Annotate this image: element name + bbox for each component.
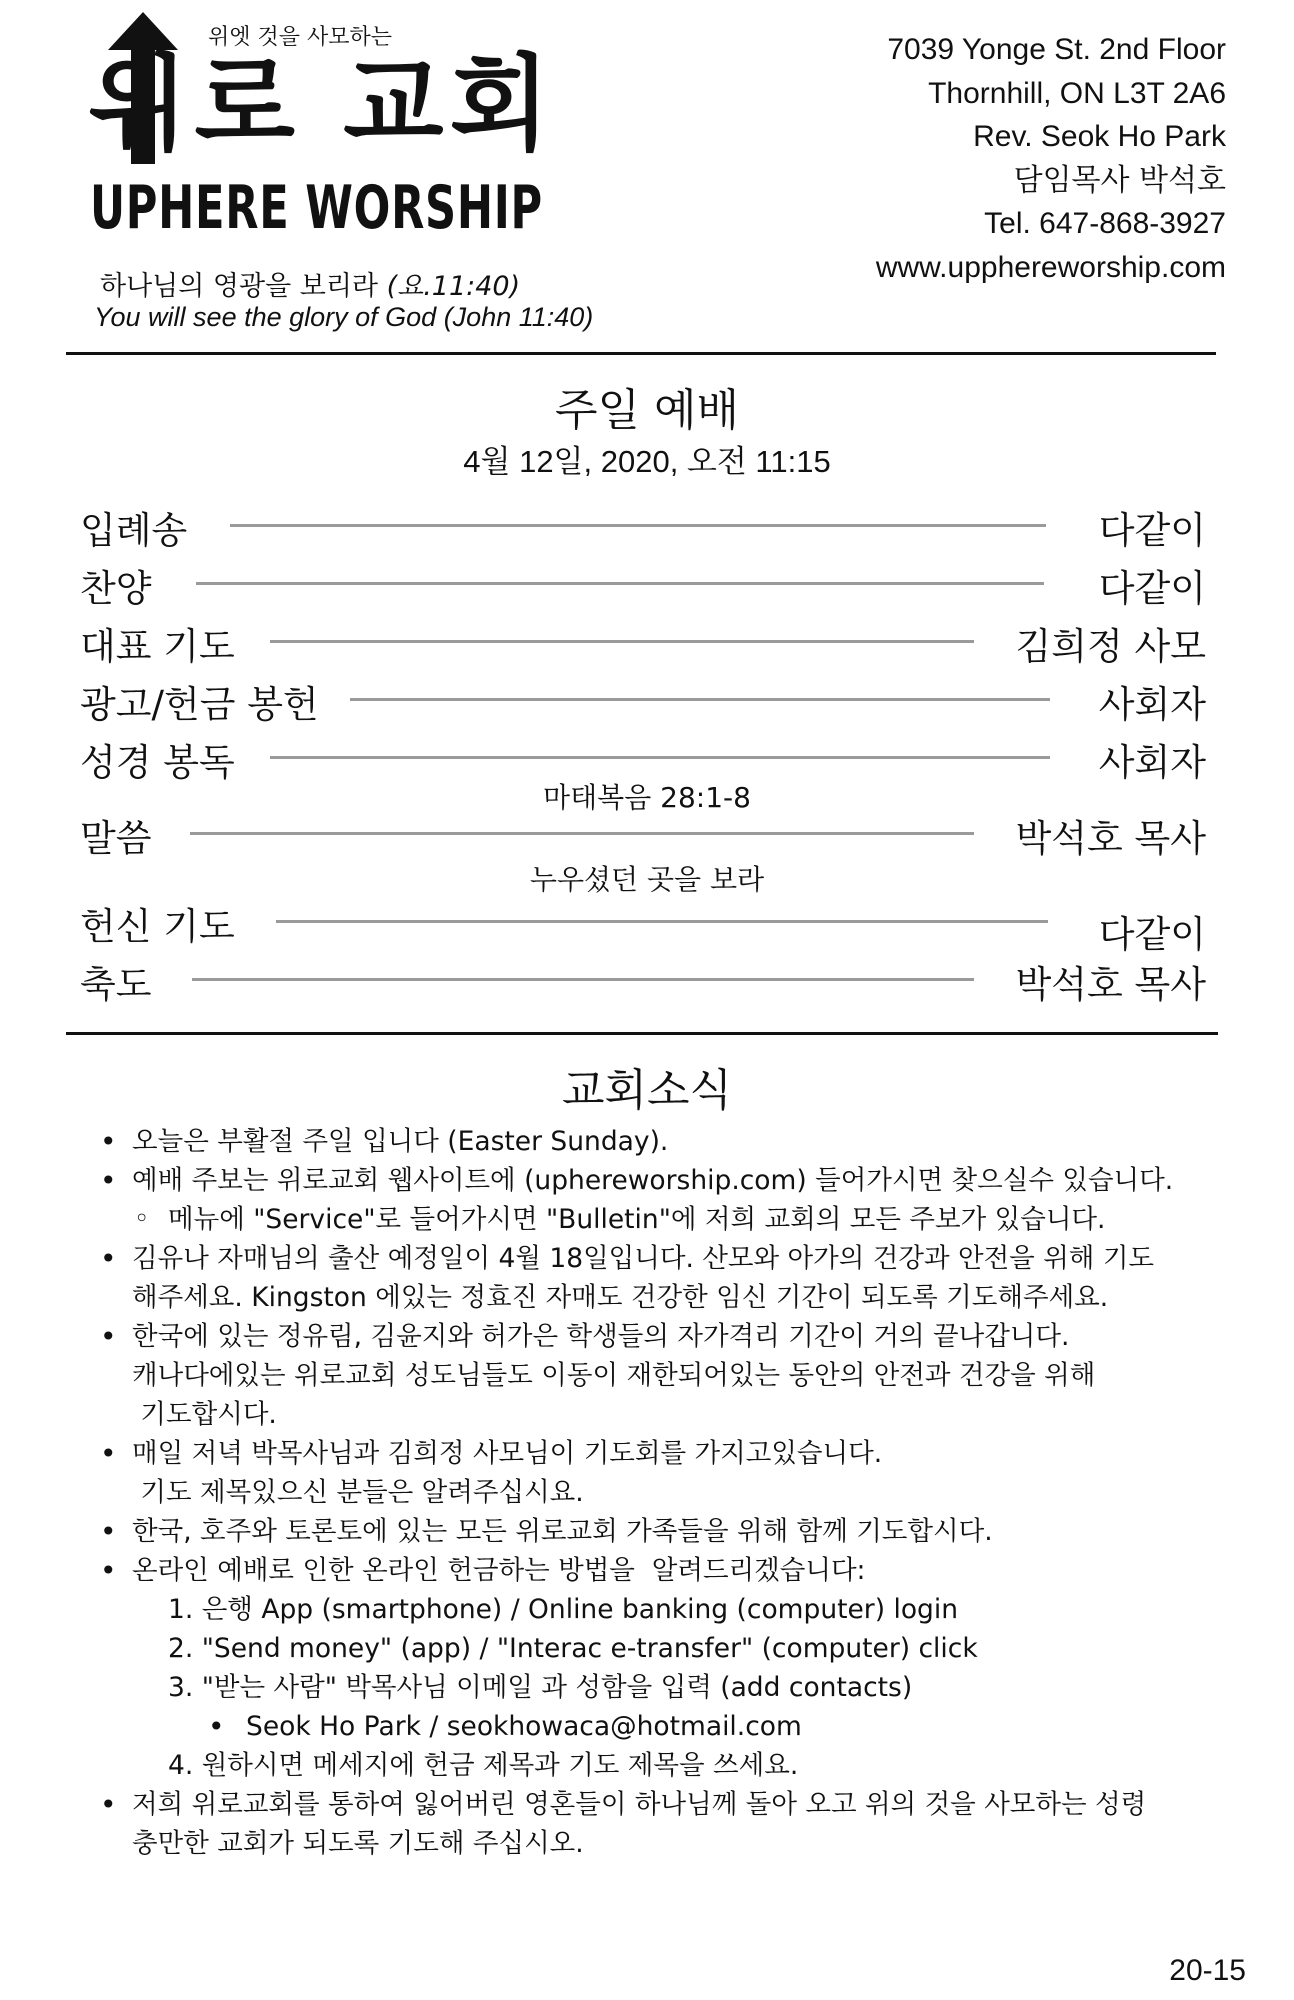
giving-step: 4. 원하시면 메세지에 헌금 제목과 기도 제목을 쓰세요. xyxy=(168,1750,799,1781)
dotted-leader xyxy=(270,756,1050,759)
order-item: 헌신 기도 xyxy=(80,905,235,948)
address-line-1: 7039 Yonge St. 2nd Floor xyxy=(887,33,1226,66)
order-item: 찬양 xyxy=(80,567,152,610)
order-item: 말씀 xyxy=(80,817,152,860)
website-link[interactable]: www.upphereworship.com xyxy=(875,250,1226,284)
order-person: 사회자 xyxy=(1098,741,1206,784)
order-row xyxy=(80,616,1206,668)
logo-english-name: UPHERE WORSHIP xyxy=(90,173,543,243)
order-person: 다같이 xyxy=(1098,567,1206,610)
news-sub-item: ◦ 메뉴에 "Service"로 들어가시면 "Bulletin"에 저희 교회의 모든 주보가 있습니다. xyxy=(96,1200,1236,1239)
news-item: • 온라인 예배로 인한 온라인 헌금하는 방법을 알려드리겠습니다: xyxy=(96,1551,1236,1590)
news-item: • 한국에 있는 정유림, 김윤지와 허가은 학생들의 자가격리 기간이 거의 끝나갑니다. 캐나다에있는 위로교회 성도님들도 이동이 재한되어있는 동안의 안전과 건강을 위해 기도합시다. xyxy=(96,1317,1236,1434)
news-item: • 예배 주보는 위로교회 웹사이트에 (uphereworship.com) 들어가시면 찾으실수 있습니다. xyxy=(96,1161,1236,1200)
order-row xyxy=(80,732,1206,784)
verse-english: You will see the glory of God (John 11:40) xyxy=(94,302,594,332)
order-item: 광고/헌금 봉헌 xyxy=(80,683,319,726)
header-divider xyxy=(66,352,1216,355)
dotted-leader xyxy=(196,582,1044,585)
dotted-leader xyxy=(276,920,1048,923)
dotted-leader xyxy=(350,698,1050,701)
order-item: 대표 기도 xyxy=(80,625,235,668)
verse-korean-text: 하나님의 영광을 보리라 xyxy=(100,271,378,302)
church-tagline: 위엣 것을 사모하는 xyxy=(208,25,393,50)
order-row xyxy=(80,954,1206,1006)
news-item: • 매일 저녁 박목사님과 김희정 사모님이 기도회를 가지고있습니다. 기도 제목있으신 분들은 알려주십시요. xyxy=(96,1434,1236,1512)
telephone: Tel. 647-868-3927 xyxy=(984,207,1226,240)
order-item: 성경 봉독 xyxy=(80,741,235,784)
order-person: 김희정 사모 xyxy=(1015,625,1206,668)
order-person: 박석호 목사 xyxy=(1015,963,1206,1006)
news-item: • 저희 위로교회를 통하여 잃어버린 영혼들이 하나님께 돌아 오고 위의 것을 사모하는 성령 충만한 교회가 되도록 기도해 주십시오. xyxy=(96,1785,1236,1863)
dotted-leader xyxy=(192,978,974,981)
dotted-leader xyxy=(230,524,1046,527)
order-row xyxy=(80,896,1206,956)
dotted-leader xyxy=(190,832,974,835)
order-person: 박석호 목사 xyxy=(1015,817,1206,860)
logo-korean-name: 위로 교회 xyxy=(88,43,557,165)
scripture-reference: 마태복음 28:1-8 xyxy=(543,781,751,814)
pastor-english: Rev. Seok Ho Park xyxy=(973,120,1226,153)
order-row xyxy=(80,558,1206,610)
dotted-leader xyxy=(270,640,974,643)
order-person: 사회자 xyxy=(1098,683,1206,726)
order-item: 입례송 xyxy=(80,509,188,552)
order-row xyxy=(80,808,1206,860)
order-item: 축도 xyxy=(80,963,152,1006)
verse-korean-reference: (요.11:40) xyxy=(386,271,521,302)
sermon-title: 누우셨던 곳을 보라 xyxy=(529,863,765,896)
news-item: • 한국, 호주와 토론토에 있는 모든 위로교회 가족들을 위해 함께 기도합시다. xyxy=(96,1512,1236,1551)
pastor-korean: 담임목사 박석호 xyxy=(1013,162,1226,198)
news-item: • 김유나 자매님의 출산 예정일이 4월 18일입니다. 산모와 아가의 건강과 안전을 위해 기도 해주세요. Kingston 에있는 정효진 자매도 건강한 임신 기간이 되도록 기도해주세요. xyxy=(96,1239,1236,1317)
order-person: 다같이 xyxy=(1098,509,1206,552)
address-line-2: Thornhill, ON L3T 2A6 xyxy=(928,76,1226,110)
contact-block xyxy=(876,28,1226,289)
service-date: 4월 12일, 2020, 오전 11:15 xyxy=(463,444,831,479)
page-number: 20-15 xyxy=(1169,1954,1246,1987)
order-person: 다같이 xyxy=(1098,913,1206,956)
service-divider xyxy=(66,1032,1218,1035)
giving-contact-email[interactable]: • Seok Ho Park / seokhowaca@hotmail.com xyxy=(96,1707,1236,1746)
giving-step: 3. "받는 사람" 박목사님 이메일 과 성함을 입력 (add contacts) xyxy=(168,1672,913,1703)
news-item: • 오늘은 부활절 주일 입니다 (Easter Sunday). xyxy=(96,1122,1236,1161)
news-title: 교회소식 xyxy=(561,1065,732,1116)
order-row xyxy=(80,500,1206,552)
order-row xyxy=(80,674,1206,726)
giving-step: 1. 은행 App (smartphone) / Online banking (computer) login xyxy=(168,1594,959,1625)
service-title: 주일 예배 xyxy=(554,385,739,436)
verse-korean xyxy=(100,264,520,303)
news-list xyxy=(96,1122,1236,1863)
giving-step: 2. "Send money" (app) / "Interac e-transfer" (computer) click xyxy=(168,1633,978,1664)
